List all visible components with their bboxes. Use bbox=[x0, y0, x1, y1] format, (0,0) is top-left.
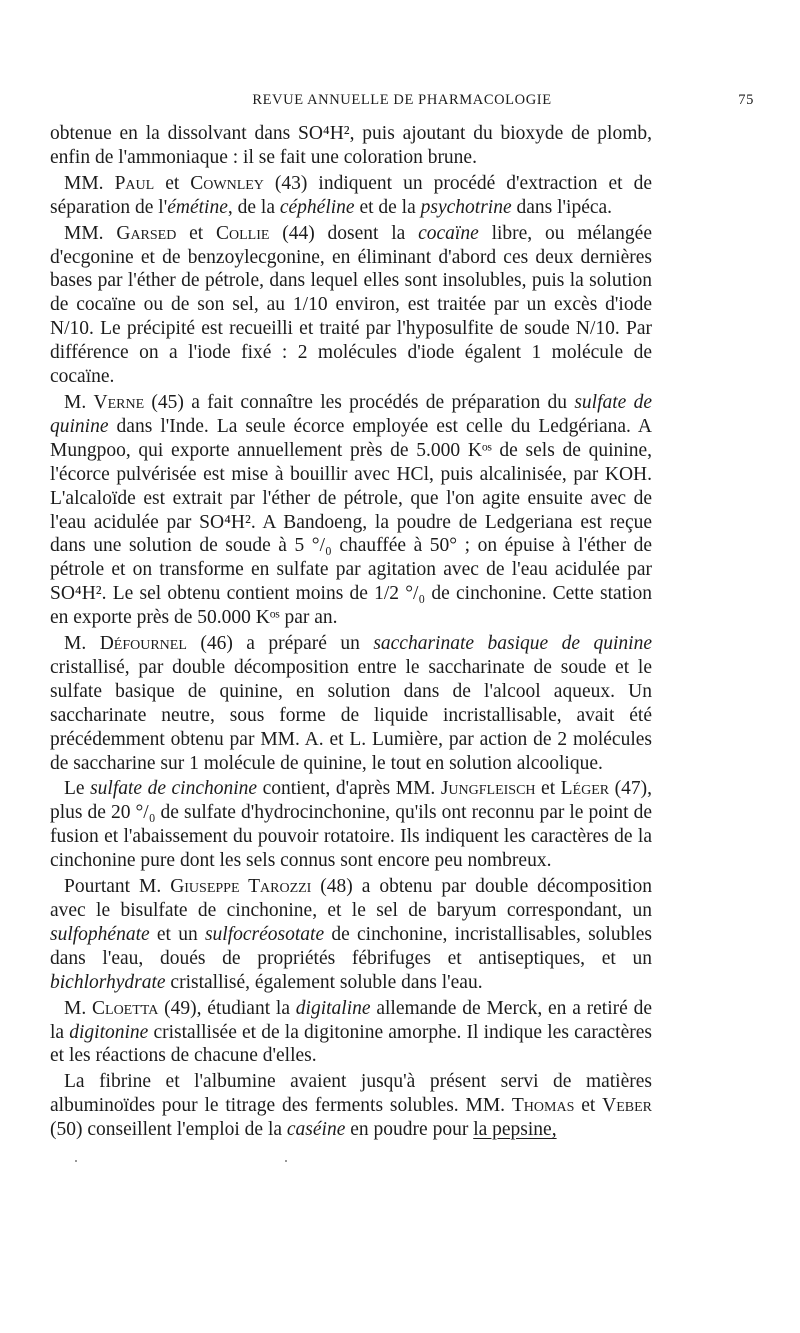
text-run: (50) conseillent l'emploi de la bbox=[50, 1119, 287, 1141]
text-run: contient, d'après MM. bbox=[257, 778, 441, 800]
term-psychotrine: psychotrine bbox=[420, 196, 512, 218]
term-sulfate-cinchonine: sulfate de cinchonine bbox=[90, 778, 258, 800]
term-saccharinate: saccharinate basique de quinine bbox=[373, 633, 652, 655]
term-sulfophenate: sulfophénate bbox=[50, 923, 150, 945]
paragraph-6 bbox=[50, 777, 652, 873]
text-run: dans l'ipéca. bbox=[511, 196, 613, 218]
text-run: et un bbox=[149, 923, 205, 945]
term-emetine: émétine bbox=[167, 196, 228, 218]
author-name: Thomas bbox=[511, 1095, 575, 1117]
text-run: Pourtant M. bbox=[64, 876, 171, 898]
author-name: Veber bbox=[602, 1095, 652, 1117]
paragraph-2 bbox=[50, 172, 652, 220]
text-run: allemande de Merck, en a retiré de la bbox=[50, 997, 652, 1043]
term-digitaline: digitaline bbox=[295, 997, 371, 1019]
term-cocaine: cocaïne bbox=[418, 222, 479, 244]
text-run: MM. bbox=[64, 222, 117, 244]
text-run: (48) a obtenu par double décomposition avec le bisulfate de cinchonine, et le sel de baryum correspondant, un bbox=[50, 876, 653, 921]
text-run: (49), étudiant la bbox=[158, 997, 296, 1019]
text-run: cristallisée et de la digitonine amorphe. Il indique les caractères et les réactions de chacune d'elles. bbox=[50, 1021, 652, 1067]
print-speck bbox=[75, 1160, 77, 1162]
text-run: libre, ou mélangée d'ecgonine et de benzoylecgonine, en éliminant d'abord ces deux dernières bases par l'éther de pétrole, dans lequel elles sont insolubles, puis la solution de cocaïne ou de son sel, au 1/10 environ, est traitée par un excès d'iode N/10. Le précipité est recueilli et traité par l'hyposulfite de soude N/10. Par différence on a l'iode fixé : 2 molécules d'iode égalent 1 molécule de cocaïne. bbox=[50, 222, 652, 388]
paragraph-7 bbox=[50, 875, 652, 995]
running-header bbox=[50, 92, 754, 116]
running-title: REVUE ANNUELLE DE PHARMACOLOGIE bbox=[252, 92, 552, 108]
author-name: Jungfleisch bbox=[440, 778, 536, 800]
term-digitonine: digitonine bbox=[69, 1021, 149, 1043]
text-run: de cinchonine, incristallisables, solubles dans l'eau, doués de propriétés fébrifuges et antiseptiques, et un bbox=[50, 923, 652, 969]
term-cepheline: céphéline bbox=[279, 196, 355, 218]
text-run: cristallisé, également soluble dans l'eau. bbox=[165, 971, 483, 993]
author-name: Cloetta bbox=[92, 997, 159, 1019]
text-run: Le bbox=[64, 778, 91, 800]
text-run: (46) a préparé un bbox=[186, 633, 374, 655]
body-text bbox=[50, 122, 652, 1144]
author-name: Léger bbox=[560, 778, 610, 800]
author-name: Collie bbox=[216, 222, 270, 244]
text-run: La fibrine et l'albumine avaient jusqu'à présent servi de matières albuminoïdes pour le titrage des ferments solubles. MM. bbox=[50, 1071, 652, 1117]
text-run: MM. bbox=[64, 172, 115, 194]
text-run: et bbox=[176, 222, 217, 244]
page-number: 75 bbox=[738, 92, 754, 108]
text-run: (45) a fait connaître les procédés de préparation du bbox=[144, 391, 575, 413]
text-run: M. bbox=[64, 997, 93, 1019]
paragraph-4 bbox=[50, 391, 652, 630]
text-run: cristallisé, par double décomposition entre le saccharinate de soude et le sulfate basique de quinine, en solution dans de l'alcool aqueux. Un saccharinate neutre, sous forme de liquide incristallisable, avait été précédemment obtenu par MM. A. et L. Lumière, par action de 2 molécules de saccharine sur 1 molécule de quinine, le tout en solution alcoolique. bbox=[50, 656, 652, 774]
text-run: en poudre pour bbox=[345, 1119, 474, 1141]
text-run: M. bbox=[64, 391, 94, 413]
text-run: (43) indiquent un procédé d'extraction et de séparation de l' bbox=[50, 172, 652, 218]
author-name: Défournel bbox=[99, 633, 187, 655]
author-name: Verne bbox=[93, 391, 145, 413]
underlined-text: la pepsine, bbox=[473, 1119, 557, 1141]
term-sulfocreosotate: sulfocréosotate bbox=[204, 923, 325, 945]
text-run: (44) dosent la bbox=[269, 222, 419, 244]
term-sulfate-quinine: sulfate de quinine bbox=[50, 391, 652, 437]
paragraph-5 bbox=[50, 632, 652, 775]
text-run: et bbox=[574, 1095, 603, 1117]
author-name: Garsed bbox=[116, 222, 177, 244]
paragraph-1: obtenue en la dissolvant dans SO⁴H², puis ajoutant du bioxyde de plomb, enfin de l'ammoniaque : il se fait une coloration brune. bbox=[50, 123, 652, 168]
text-run: dans l'Inde. La seule écorce employée est celle du Ledgériana. A Mungpoo, qui exporte annuellement près de 5.000 Kᵒˢ de sels de quinine, l'écorce pulvérisée est mise à bouillir avec HCl, puis alcalinisée, par KOH. L'alcaloïde est extrait par l'éther de pétrole, que l'on agite ensuite avec de l'eau acidulée par SO⁴H². A Bandoeng, la poudre de Ledgeriana est reçue dans une solution de soude à 5 °/₀ chauffée à 50° ; on épuise à l'éther de pétrole et on transforme en sulfate par agitation avec de l'eau acidulée par SO⁴H². Le sel obtenu contient moins de 1/2 °/₀ de cinchonine. Cette station en exporte près de 50.000 Kᵒˢ par an. bbox=[50, 415, 652, 629]
paragraph-9 bbox=[50, 1070, 652, 1142]
term-bichlorhydrate: bichlorhydrate bbox=[50, 971, 166, 993]
paragraph-8 bbox=[50, 997, 652, 1069]
paragraph-3 bbox=[50, 222, 652, 389]
text-run: (47), plus de 20 °/₀ de sulfate d'hydrocinchonine, qu'ils ont reconnu par le point de fusion et l'abaissement du pouvoir rotatoire. Ils indiquent les caractères de la cinchonine pure dont les sels connus sont encore peu nombreux. bbox=[50, 778, 652, 872]
text-run: et bbox=[535, 778, 561, 800]
text-run: et de la bbox=[354, 196, 421, 218]
text-run: , de la bbox=[227, 196, 280, 218]
author-name: Paul bbox=[114, 172, 155, 194]
text-run: M. bbox=[64, 633, 100, 655]
text-run: et bbox=[154, 172, 191, 194]
author-name: Cownley bbox=[190, 172, 264, 194]
author-name: Giuseppe Tarozzi bbox=[170, 876, 312, 898]
print-speck bbox=[285, 1160, 287, 1162]
term-caseine: caséine bbox=[286, 1119, 346, 1141]
